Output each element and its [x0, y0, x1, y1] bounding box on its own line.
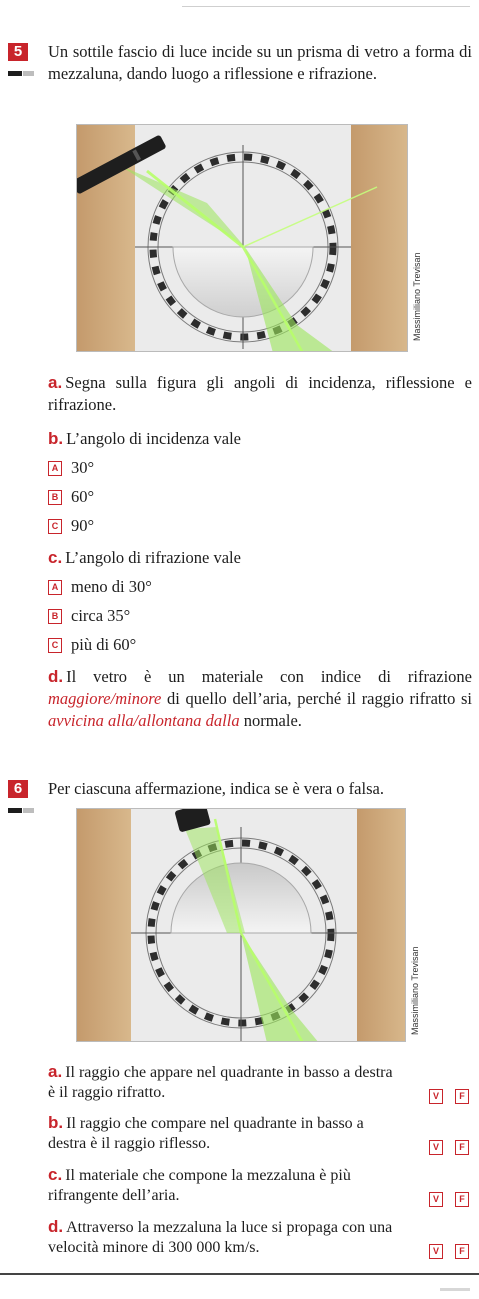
difficulty-indicator: [8, 71, 34, 76]
question-label: b.: [48, 429, 64, 448]
statement-label: b.: [48, 1113, 64, 1132]
true-box-d[interactable]: V: [429, 1244, 443, 1259]
option-text: 60°: [71, 487, 95, 506]
statement-label: a.: [48, 1062, 63, 1081]
question-c: [48, 547, 472, 569]
true-box-b[interactable]: V: [429, 1140, 443, 1155]
option-text: più di 60°: [71, 635, 137, 654]
question-a: [48, 372, 472, 416]
option-letter-box[interactable]: C: [48, 519, 62, 534]
option-letter-box[interactable]: A: [48, 580, 62, 595]
option-c-a[interactable]: [48, 578, 152, 596]
statement-text: Il raggio che appare nel quadrante in basso a destra è il raggio rifratto.: [48, 1064, 393, 1101]
false-box-b[interactable]: F: [455, 1140, 469, 1155]
statement-b: [48, 1113, 400, 1154]
difficulty-indicator: [8, 808, 34, 813]
question-text: L’angolo di rifrazione vale: [65, 548, 241, 567]
photo-credit: Massimiliano Trevisan: [410, 946, 420, 1035]
statement-a: [48, 1062, 400, 1103]
false-box-d[interactable]: F: [455, 1244, 469, 1259]
photo-credit: Massimiliano Trevisan: [412, 252, 422, 341]
prism-photo-1-drawing: [77, 125, 408, 352]
option-letter-box[interactable]: B: [48, 609, 62, 624]
exercise-number: 6: [8, 780, 28, 798]
option-text: 90°: [71, 516, 95, 535]
question-text: Segna sulla figura gli angoli di incidenza, riflessione e rifrazione.: [48, 373, 472, 414]
question-text: di quello dell’aria, perché il raggio rifratto si: [161, 689, 472, 708]
question-d: [48, 666, 472, 732]
prism-photo-1: [76, 124, 408, 352]
option-letter-box[interactable]: B: [48, 490, 62, 505]
question-text: normale.: [239, 711, 302, 730]
false-box-c[interactable]: F: [455, 1192, 469, 1207]
true-box-a[interactable]: V: [429, 1089, 443, 1104]
option-letter-box[interactable]: A: [48, 461, 62, 476]
option-text: 30°: [71, 458, 95, 477]
statement-c: [48, 1165, 400, 1206]
exercise-stem: Per ciascuna affermazione, indica se è vera o falsa.: [48, 779, 384, 798]
question-label: d.: [48, 667, 64, 686]
prism-photo-2-drawing: [77, 809, 406, 1042]
option-letter-box[interactable]: C: [48, 638, 62, 653]
true-box-c[interactable]: V: [429, 1192, 443, 1207]
page-mark: [440, 1288, 470, 1291]
bottom-rule: [0, 1273, 479, 1275]
choice-words[interactable]: maggiore/minore: [48, 689, 162, 708]
question-label: a.: [48, 373, 63, 392]
option-b-a[interactable]: [48, 459, 94, 477]
statement-text: Il raggio che compare nel quadrante in basso a destra è il raggio riflesso.: [48, 1115, 364, 1152]
statement-text: Il materiale che compone la mezzaluna è più rifrangente dell’aria.: [48, 1167, 351, 1204]
option-b-c[interactable]: [48, 517, 94, 535]
choice-words[interactable]: avvicina alla/allontana dalla: [48, 711, 240, 730]
option-c-c[interactable]: [48, 636, 136, 654]
top-rule: [182, 6, 470, 7]
prism-photo-2: [76, 808, 406, 1042]
statement-d: [48, 1217, 400, 1258]
question-text: Il vetro è un materiale con indice di rifrazione: [66, 667, 472, 686]
statement-text: Attraverso la mezzaluna la luce si propaga con una velocità minore di 300 000 km/s.: [48, 1219, 393, 1256]
statement-label: c.: [48, 1165, 63, 1184]
statement-label: d.: [48, 1217, 64, 1236]
option-text: circa 35°: [71, 606, 131, 625]
question-b: [48, 428, 472, 450]
option-b-b[interactable]: [48, 488, 94, 506]
exercise-stem: Un sottile fascio di luce incide su un prisma di vetro a forma di mezzaluna, dando luogo a riflessione e rifrazione.: [48, 42, 472, 83]
question-label: c.: [48, 548, 63, 567]
option-c-b[interactable]: [48, 607, 130, 625]
exercise-number: 5: [8, 43, 28, 61]
false-box-a[interactable]: F: [455, 1089, 469, 1104]
question-text: L’angolo di incidenza vale: [66, 429, 241, 448]
option-text: meno di 30°: [71, 577, 152, 596]
